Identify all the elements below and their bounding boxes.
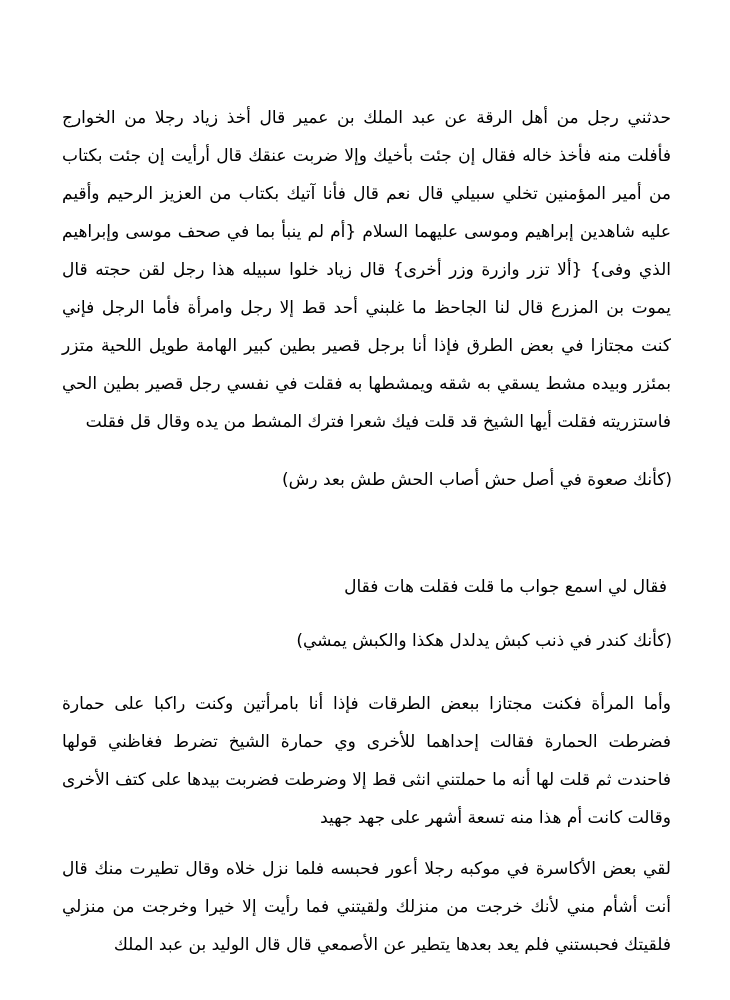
paragraph-woman-story: وأما المرأة فكنت مجتازا ببعض الطرقات فإذا أنا بامرأتين وكنت راكبا على حمارة فضرطت الحمارة فقالت إحداهما للأخرى وي حمارة الشيخ تضرط فغاظني قولها فاحندت ثم قلت لها أنه ما حملتني انثى قط إلا وضرطت فضربت بيدها على كتف الأخرى وقالت كانت أم هذا منه تسعة أشهر على جهد جهيد bbox=[62, 694, 671, 828]
verse-line-1: (كأنك صعوة في أصل حش أصاب الحش طش بعد رش) bbox=[282, 470, 672, 490]
paragraph-one-eyed-man-story: لقي بعض الأكاسرة في موكبه رجلا أعور فحبسه فلما نزل خلاه وقال تطيرت منك قال أنت أشأم مني لأنك خرجت من منزلك ولقيتني فما رأيت إلا خيرا وخرجت من منزلي فلقيتك فحبستني فلم يعد بعدها يتطير عن الأصمعي قال قال الوليد بن عبد الملك bbox=[62, 859, 671, 955]
paragraph-reply-intro: فقال لي اسمع جواب ما قلت فقلت هات فقال bbox=[344, 577, 667, 597]
paragraph-khawarij-story: حدثني رجل من أهل الرقة عن عبد الملك بن عمير قال أخذ زياد رجلا من الخوارج فأفلت منه فأخذ خاله فقال إن جئت بأخيك وإلا ضربت عنقك قال أرأيت إن جئت بكتاب من أمير المؤمنين تخلي سبيلي قال نعم قال فأنا آتيك بكتاب من العزيز الرحيم وأقيم عليه شاهدين إبراهيم وموسى عليهما السلام {أم لم ينبأ بما في صحف موسى وإبراهيم الذي وفى} {ألا تزر وازرة وزر أخرى} قال زياد خلوا سبيله هذا رجل لقن حجته قال يموت بن المزرع قال لنا الجاحظ ما غلبني أحد قط إلا رجل وامرأة فأما الرجل فإني كنت مجتازا في بعض الطرق فإذا أنا برجل قصير بطين كبير الهامة طويل اللحية متزر بمئزر وبيده مشط يسقي به شقه ويمشطها به فقلت في نفسي رجل قصير بطين الحي فاستزريته فقلت أيها الشيخ قد قلت فيك شعرا فترك المشط من يده وقال قل فقلت bbox=[62, 108, 671, 432]
verse-line-2: (كأنك كندر في ذنب كبش يدلدل هكذا والكبش يمشي) bbox=[296, 631, 672, 651]
